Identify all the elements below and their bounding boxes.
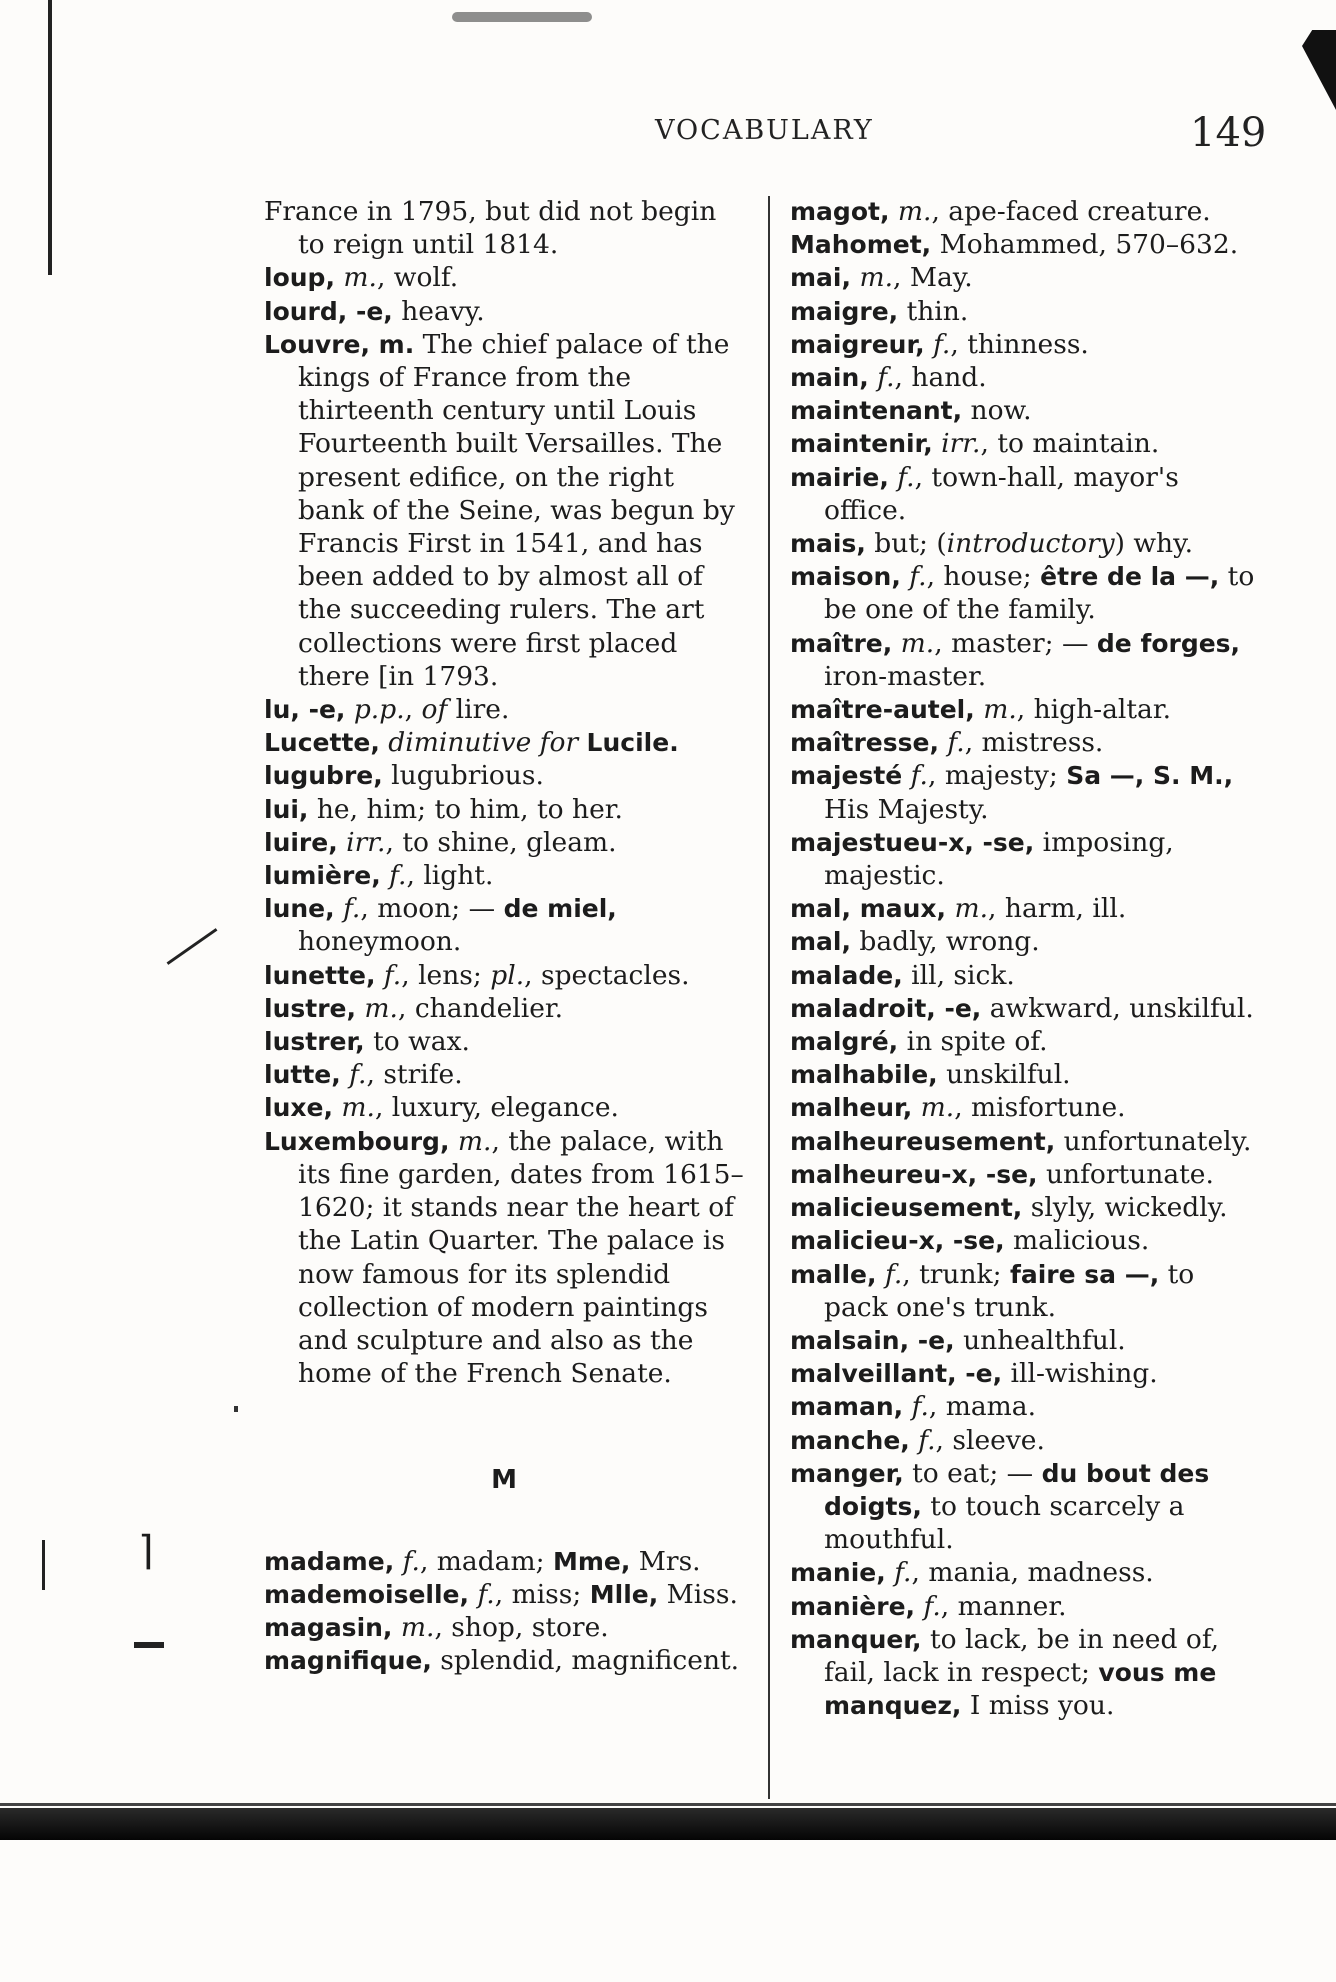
entry-grammar-label: m. (457, 1125, 492, 1157)
entry-text (392, 1612, 400, 1643)
dictionary-entry (264, 1644, 744, 1677)
dictionary-entry (790, 361, 1260, 394)
entry-text: , lens; (401, 959, 491, 991)
entry-grammar-label: f. (389, 860, 407, 892)
running-header-title: VOCABULARY (655, 115, 874, 146)
entry-text: honeymoon. (298, 926, 462, 958)
entry-list (790, 195, 1260, 1722)
entry-headword: manie, (790, 1558, 886, 1588)
entry-text: ) why. (1114, 528, 1193, 560)
entry-grammar-label: p.p. (353, 694, 405, 726)
dictionary-entry (790, 1324, 1260, 1357)
entry-text: , spectacles. (524, 959, 690, 991)
margin-dot-mark (234, 1406, 238, 1412)
entry-text: lire. (447, 694, 510, 726)
entry-text: , miss; (494, 1578, 590, 1610)
dictionary-entry (790, 627, 1260, 693)
entry-grammar-label: f. (909, 561, 927, 593)
entry-text: His Majesty. (824, 793, 989, 825)
dictionary-entry (790, 1457, 1260, 1557)
entry-text: awkward, unskilful. (981, 992, 1254, 1024)
dictionary-entry (790, 295, 1260, 328)
entry-headword: malhabile, (790, 1060, 938, 1090)
entry-text: , master; — (934, 627, 1097, 659)
entry-headword: malgré, (790, 1027, 899, 1057)
entry-text: lugubrious. (382, 760, 544, 792)
entry-headword: malicieu-x, -se, (790, 1226, 1005, 1256)
dictionary-entry (790, 195, 1260, 228)
entry-text (892, 628, 900, 659)
entry-grammar-label: m. (983, 694, 1017, 726)
entry-headword: Mlle, (589, 1579, 659, 1609)
dictionary-entry (790, 1590, 1260, 1623)
entry-headword: mais, (790, 529, 866, 559)
entry-text: , (404, 694, 422, 726)
entry-text: slyly, wickedly. (1022, 1192, 1228, 1224)
dictionary-entry (264, 826, 744, 859)
entry-headword: mademoiselle, (264, 1579, 469, 1609)
dictionary-entry (790, 1158, 1260, 1191)
entry-text: , sleeve. (935, 1424, 1045, 1456)
entry-grammar-label: f. (343, 893, 361, 925)
entry-text: , hand. (894, 362, 987, 394)
entry-text: unfortunately. (1055, 1125, 1252, 1157)
dictionary-entry (790, 759, 1260, 825)
margin-bracket-mark: ⌉ (138, 1528, 154, 1574)
entry-headword: lu, -e, (264, 695, 346, 725)
entry-headword: lui, (264, 794, 309, 824)
entry-text: to wax. (364, 1026, 470, 1058)
entry-headword: malsain, -e, (790, 1325, 955, 1355)
entry-grammar-label: m. (364, 992, 398, 1024)
dictionary-entry (790, 1556, 1260, 1589)
entry-grammar-label: diminutive for (388, 727, 579, 759)
entry-headword: Mme, (552, 1546, 631, 1576)
dictionary-entry (790, 427, 1260, 460)
entry-text (975, 694, 983, 725)
column-divider (768, 196, 770, 1799)
entry-text (869, 362, 877, 393)
entry-text (335, 893, 343, 924)
entry-text (345, 694, 353, 725)
entry-headword: malle, (790, 1259, 877, 1289)
entry-headword: mal, (790, 927, 851, 957)
entry-text (341, 1059, 349, 1090)
dictionary-entry (790, 1191, 1260, 1224)
entry-headword: maigre, (790, 296, 899, 326)
dictionary-entry (790, 394, 1260, 427)
entry-text (903, 1391, 911, 1422)
dictionary-entry (790, 328, 1260, 361)
entry-headword: maître-autel, (790, 695, 975, 725)
entry-headword: de forges, (1096, 628, 1241, 658)
dictionary-entry (264, 693, 744, 726)
entry-headword: Lucile. (586, 728, 679, 758)
entry-text: but; ( (865, 528, 947, 560)
entry-text: , moon; — (360, 893, 504, 925)
entry-headword: maman, (790, 1392, 904, 1422)
dictionary-entry (790, 826, 1260, 892)
entry-headword: manquer, (790, 1624, 922, 1654)
entry-text (933, 428, 941, 459)
entry-headword: maintenant, (790, 396, 963, 426)
entry-text (889, 196, 897, 227)
dictionary-entry (264, 195, 744, 261)
entry-headword: Sa —, S. M., (1066, 761, 1234, 791)
dictionary-entry (790, 1424, 1260, 1457)
dictionary-entry (264, 1611, 744, 1644)
entry-text: heavy. (392, 295, 485, 327)
dictionary-entry (264, 992, 744, 1025)
entry-headword: lustre, (264, 993, 356, 1023)
entry-headword: mal, maux, (790, 894, 947, 924)
dictionary-entry (790, 959, 1260, 992)
entry-headword: malicieusement, (790, 1193, 1023, 1223)
entry-text: ill-wishing. (1002, 1358, 1158, 1390)
entry-text: , mistress. (964, 727, 1104, 759)
entry-grammar-label: f. (894, 1557, 912, 1589)
entry-text: in spite of. (898, 1026, 1048, 1058)
entry-text: to be one of the family. (824, 561, 1255, 626)
entry-text: France in 1795, but did not begin to reign until 1814. (264, 196, 717, 261)
entry-text: Mrs. (630, 1545, 701, 1577)
entry-text: ill, sick. (902, 959, 1015, 991)
dictionary-entry (264, 328, 744, 693)
entry-text: unskilful. (937, 1059, 1071, 1091)
entry-text (925, 329, 933, 360)
entry-text: splendid, magnificent. (431, 1645, 740, 1677)
entry-grammar-label: m. (400, 1611, 435, 1643)
entry-headword: maintenir, (790, 429, 933, 459)
entry-grammar-label: irr. (346, 826, 386, 858)
dictionary-entry (264, 959, 744, 992)
entry-grammar-label: f. (877, 362, 895, 394)
entry-grammar-label: f. (923, 1590, 941, 1622)
entry-headword: malheureusement, (790, 1126, 1056, 1156)
entry-headword: luxe, (264, 1093, 333, 1123)
entry-grammar-label: f. (884, 1258, 903, 1290)
scan-corner-mark (1302, 30, 1336, 110)
entry-grammar-label: f. (933, 328, 951, 360)
dictionary-entry (790, 461, 1260, 527)
entry-grammar-label: irr. (941, 428, 981, 460)
entry-headword: du bout des doigts, (824, 1458, 1210, 1521)
entry-grammar-label: f. (349, 1059, 367, 1091)
entry-list-m (264, 1545, 744, 1678)
dictionary-entry (790, 1390, 1260, 1423)
entry-text: now. (962, 395, 1032, 427)
entry-text: , town-hall, mayor's office. (824, 461, 1179, 526)
dictionary-entry (264, 1025, 744, 1058)
entry-headword: faire sa —, (1009, 1259, 1160, 1289)
entry-text: imposing, majestic. (824, 826, 1174, 892)
entry-text: , harm, ill. (988, 893, 1127, 925)
entry-text: , luxury, elegance. (374, 1092, 619, 1124)
dictionary-entry (264, 1091, 744, 1124)
entry-headword: majesté (790, 761, 903, 791)
dictionary-entry (790, 560, 1260, 626)
entry-headword: mai, (790, 263, 851, 293)
entry-text (910, 1425, 918, 1456)
dictionary-entry (264, 1545, 744, 1578)
margin-dash-mark (134, 1642, 164, 1648)
entry-headword: main, (790, 363, 869, 393)
entry-headword: majestueu-x, -se, (790, 827, 1035, 857)
dictionary-entry (790, 228, 1260, 261)
entry-text: , May. (893, 262, 973, 294)
entry-text: , the palace, with its fine garden, dates from 1615–1620; it stands near the heart of the Latin Quarter. The palace is now famous for its splendid collection of modern paintings and sculpture and also as the home of the French Senate. (298, 1125, 744, 1390)
left-column (264, 195, 744, 1677)
dictionary-entry (790, 992, 1260, 1025)
dictionary-entry (264, 726, 744, 759)
entry-text: , chandelier. (397, 992, 564, 1024)
entry-grammar-label: m. (954, 893, 989, 925)
dictionary-entry (790, 527, 1260, 560)
entry-grammar-label: of (421, 694, 448, 726)
entry-text: iron-master. (824, 660, 987, 692)
section-letter: M (491, 1465, 517, 1496)
dictionary-entry (790, 1258, 1260, 1324)
entry-headword: maîtresse, (790, 728, 939, 758)
entry-text: , strife. (366, 1059, 463, 1091)
entry-text: Miss. (658, 1578, 738, 1610)
entry-grammar-label: m. (859, 262, 893, 294)
entry-text: The chief palace of the kings of France from the thirteenth century until Louis Fourteenth built Versailles. The present edifice, on the right bank of the Seine, was begun by Francis First in 1541, and has been added to by almost all of the succeeding rulers. The art collections were first placed there [in 1793. (298, 328, 735, 692)
entry-text: he, him; to him, to her. (308, 793, 623, 825)
entry-grammar-label: introductory (946, 528, 1115, 560)
entry-headword: Mahomet, (790, 230, 932, 260)
dictionary-entry (790, 1224, 1260, 1257)
entry-headword: malheureu-x, -se, (790, 1159, 1038, 1189)
entry-text: , misfortune. (954, 1092, 1126, 1124)
entry-text: , to shine, gleam. (385, 826, 617, 858)
entry-text (912, 1092, 920, 1123)
entry-headword: lune, (264, 894, 335, 924)
entry-text: unhealthful. (954, 1324, 1126, 1356)
entry-grammar-label: m. (920, 1092, 955, 1124)
entry-headword: Lucette, (264, 728, 380, 758)
entry-headword: maître, (790, 628, 893, 658)
entry-grammar-label: m. (343, 262, 377, 294)
entry-headword: lugubre, (264, 761, 383, 791)
dictionary-entry (264, 1058, 744, 1091)
entry-text: , to maintain. (980, 428, 1160, 460)
entry-list (264, 195, 744, 1390)
entry-grammar-label: m. (897, 196, 932, 227)
entry-text (578, 727, 586, 758)
entry-text: , mania, madness. (911, 1557, 1154, 1589)
entry-text: to eat; — (903, 1457, 1042, 1489)
dictionary-entry (790, 925, 1260, 958)
entry-grammar-label: f. (947, 727, 965, 759)
dictionary-entry (264, 1578, 744, 1611)
entry-text: , mama. (928, 1391, 1037, 1423)
entry-text: , high-altar. (1016, 694, 1172, 726)
dictionary-entry (790, 726, 1260, 759)
entry-headword: de miel, (503, 894, 617, 924)
entry-headword: magnifique, (264, 1646, 432, 1676)
entry-text: , house; (926, 561, 1041, 593)
entry-text: unfortunate. (1037, 1158, 1214, 1190)
entry-headword: manche, (790, 1425, 910, 1455)
entry-text: I miss you. (961, 1690, 1115, 1722)
entry-text: to lack, be in need of, fail, lack in respect; (824, 1623, 1220, 1688)
dictionary-entry (264, 859, 744, 892)
entry-text: , trunk; (902, 1258, 1010, 1290)
dictionary-entry (790, 1623, 1260, 1723)
entry-headword: lustrer, (264, 1027, 365, 1057)
entry-text: , wolf. (376, 262, 459, 294)
entry-headword: madame, (264, 1546, 395, 1576)
entry-text: , light. (406, 860, 494, 892)
entry-text: , majesty; (927, 760, 1067, 792)
entry-text (449, 1126, 457, 1157)
entry-text: , manner. (940, 1590, 1067, 1622)
dictionary-entry (264, 1125, 744, 1391)
entry-text (375, 960, 383, 991)
entry-headword: Luxembourg, (264, 1126, 450, 1156)
entry-headword: loup, (264, 263, 335, 293)
entry-grammar-label: f. (383, 959, 402, 991)
entry-text: , madam; (419, 1545, 553, 1577)
dictionary-entry (264, 759, 744, 792)
entry-text (877, 1259, 885, 1290)
entry-headword: manière, (790, 1591, 916, 1621)
entry-headword: magasin, (264, 1612, 393, 1642)
entry-headword: luire, (264, 827, 338, 857)
margin-pencil-mark (167, 928, 218, 965)
entry-text: , shop, store. (434, 1611, 609, 1643)
dictionary-entry (790, 1357, 1260, 1390)
entry-headword: être de la —, (1040, 562, 1220, 592)
right-column (790, 195, 1260, 1722)
entry-headword: lutte, (264, 1060, 341, 1090)
entry-headword: magot, (790, 197, 890, 226)
entry-text (394, 1546, 402, 1577)
scan-margin-line (42, 1540, 45, 1590)
entry-text (381, 860, 389, 891)
page-number: 149 (1190, 110, 1267, 156)
entry-headword: malveillant, -e, (790, 1359, 1003, 1389)
scan-bottom-edge (0, 1808, 1336, 1840)
dictionary-entry (790, 1058, 1260, 1091)
entry-headword: manger, (790, 1458, 904, 1488)
scan-bottom-edge-line (0, 1803, 1336, 1806)
entry-text: , ape-faced creature. (931, 196, 1211, 227)
entry-grammar-label: pl. (490, 959, 525, 991)
dictionary-entry (790, 1025, 1260, 1058)
entry-text: to pack one's trunk. (824, 1258, 1195, 1323)
entry-headword: lourd, -e, (264, 296, 393, 326)
entry-headword: mairie, (790, 462, 889, 492)
entry-text: to touch scarcely a mouthful. (824, 1490, 1185, 1556)
entry-grammar-label: m. (341, 1092, 375, 1124)
entry-text: malicious. (1004, 1225, 1150, 1257)
dictionary-entry (264, 793, 744, 826)
entry-headword: maigreur, (790, 329, 925, 359)
scan-margin-line (48, 0, 52, 275)
entry-grammar-label: f. (918, 1424, 936, 1456)
entry-headword: maladroit, -e, (790, 993, 982, 1023)
entry-text (902, 760, 910, 791)
entry-headword: malheur, (790, 1093, 913, 1123)
dictionary-entry (264, 892, 744, 958)
scan-smudge (452, 12, 592, 22)
entry-grammar-label: m. (900, 627, 935, 659)
entry-grammar-label: f. (910, 760, 928, 792)
entry-grammar-label: f. (477, 1578, 495, 1610)
entry-grammar-label: f. (897, 461, 915, 493)
entry-headword: lunette, (264, 960, 376, 990)
dictionary-entry (790, 1125, 1260, 1158)
dictionary-entry (790, 1091, 1260, 1124)
entry-text (338, 827, 346, 858)
entry-text: , thinness. (950, 328, 1089, 360)
dictionary-entry (264, 295, 744, 328)
entry-headword: malade, (790, 960, 903, 990)
entry-headword: vous me manquez, (824, 1657, 1217, 1721)
dictionary-entry (790, 261, 1260, 294)
dictionary-entry (264, 261, 744, 294)
entry-text: thin. (898, 295, 969, 327)
entry-text: Mohammed, 570–632. (931, 229, 1239, 261)
entry-grammar-label: f. (911, 1391, 929, 1423)
entry-text: badly, wrong. (851, 926, 1040, 958)
entry-grammar-label: f. (402, 1545, 420, 1577)
entry-text (886, 1557, 894, 1588)
entry-headword: maison, (790, 562, 901, 592)
dictionary-entry (790, 693, 1260, 726)
dictionary-entry (790, 892, 1260, 925)
entry-headword: Louvre, m. (264, 329, 415, 359)
entry-headword: lumière, (264, 861, 381, 891)
